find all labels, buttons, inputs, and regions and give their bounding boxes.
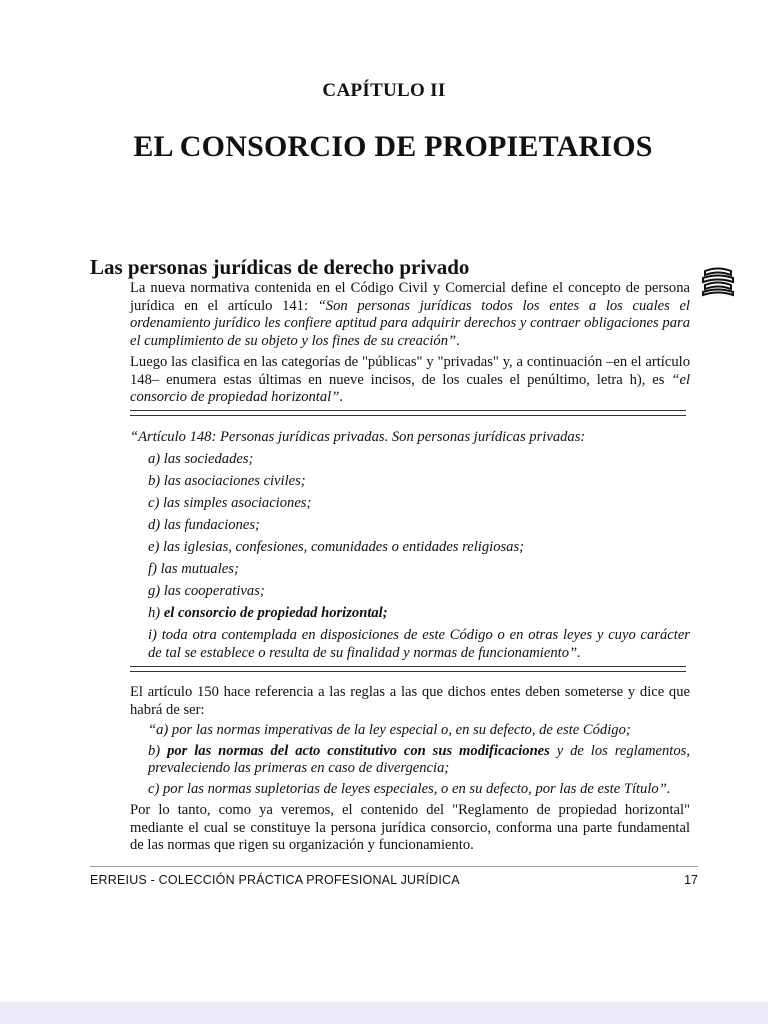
footer-publication: ERREIUS - COLECCIÓN PRÁCTICA PROFESIONAL JURÍDICA bbox=[90, 873, 460, 887]
paragraph-1: La nueva normativa contenida en el Código Civil y Comercial define el concepto de persona jurídica en el artículo 141: “Son personas jurídicas todos los entes a los cuales el ordenamiento jurídico les confiere aptitud para adquirir derechos y contraer obligaciones para el cumplimiento de su objeto y los fines de su creación”. bbox=[130, 280, 690, 349]
list-item: f) las mutuales; bbox=[148, 561, 239, 577]
article-150-section bbox=[130, 684, 690, 855]
page-number: 17 bbox=[684, 873, 698, 887]
list-item: b) las asociaciones civiles; bbox=[148, 473, 306, 489]
list-item: c) las simples asociaciones; bbox=[148, 495, 312, 511]
paragraph-4: Por lo tanto, como ya veremos, el contenido del "Reglamento de propiedad horizontal" mediante el cual se constituye la persona jurídica consorcio, conforma una parte fundamental de las normas que rigen su organización y funcionamiento. bbox=[130, 802, 690, 853]
article-148-quote bbox=[130, 426, 690, 662]
quote-divider-bottom bbox=[130, 666, 686, 672]
article-148-reference: “el consorcio de propiedad horizontal” bbox=[130, 371, 690, 405]
list-item: g) las cooperativas; bbox=[148, 583, 265, 599]
list-item: a) las sociedades; bbox=[148, 451, 254, 467]
quote-divider-top bbox=[130, 410, 686, 416]
book-stack-icon bbox=[700, 265, 736, 297]
list-item: “a) por las normas imperativas de la ley especial o, en su defecto, de este Código; bbox=[148, 722, 631, 738]
article-148-heading: “Artículo 148: Personas jurídicas privadas. Son personas jurídicas privadas: bbox=[130, 429, 586, 445]
list-item-h: h) el consorcio de propiedad horizontal; bbox=[148, 605, 388, 621]
paragraph-3: El artículo 150 hace referencia a las reglas a las que dichos entes deben someterse y dice que habrá de ser: bbox=[130, 684, 690, 718]
intro-paragraphs bbox=[130, 280, 690, 407]
list-item: d) las fundaciones; bbox=[148, 517, 260, 533]
article-150-quote bbox=[130, 722, 690, 798]
article-141-quote: “Son personas jurídicas todos los entes a los cuales el ordenamiento jurídico les confiere aptitud para adquirir derechos y contraer obligaciones para el cumplimiento de su objeto y los fines de su creación” bbox=[130, 297, 690, 349]
section-heading: Las personas jurídicas de derecho privado bbox=[90, 255, 470, 279]
list-item-i: i) toda otra contemplada en disposiciones de este Código o en otras leyes y cuyo carácter de tal se establece o resulta de su finalidad y normas de funcionamiento”. bbox=[148, 627, 690, 661]
footer-divider bbox=[90, 866, 698, 867]
list-item: b) por las normas del acto constitutivo con sus modificaciones y de los reglamentos, prevaleciendo las primeras en caso de divergencia; bbox=[148, 742, 690, 776]
paragraph-2: Luego las clasifica en las categorías de "públicas" y "privadas" y, a continuación –en el artículo 148– enumera estas últimas en nueve incisos, de los cuales el penúltimo, letra h), es “el consorcio de propiedad horizontal”. bbox=[130, 354, 690, 405]
list-item: e) las iglesias, confesiones, comunidades o entidades religiosas; bbox=[148, 539, 525, 555]
chapter-label: CAPÍTULO II bbox=[322, 80, 446, 101]
list-item: c) por las normas supletorias de leyes especiales, o en su defecto, por las de este Título”. bbox=[148, 780, 671, 797]
viewer-bottom-bar bbox=[0, 1002, 768, 1024]
chapter-title: EL CONSORCIO DE PROPIETARIOS bbox=[133, 130, 653, 163]
